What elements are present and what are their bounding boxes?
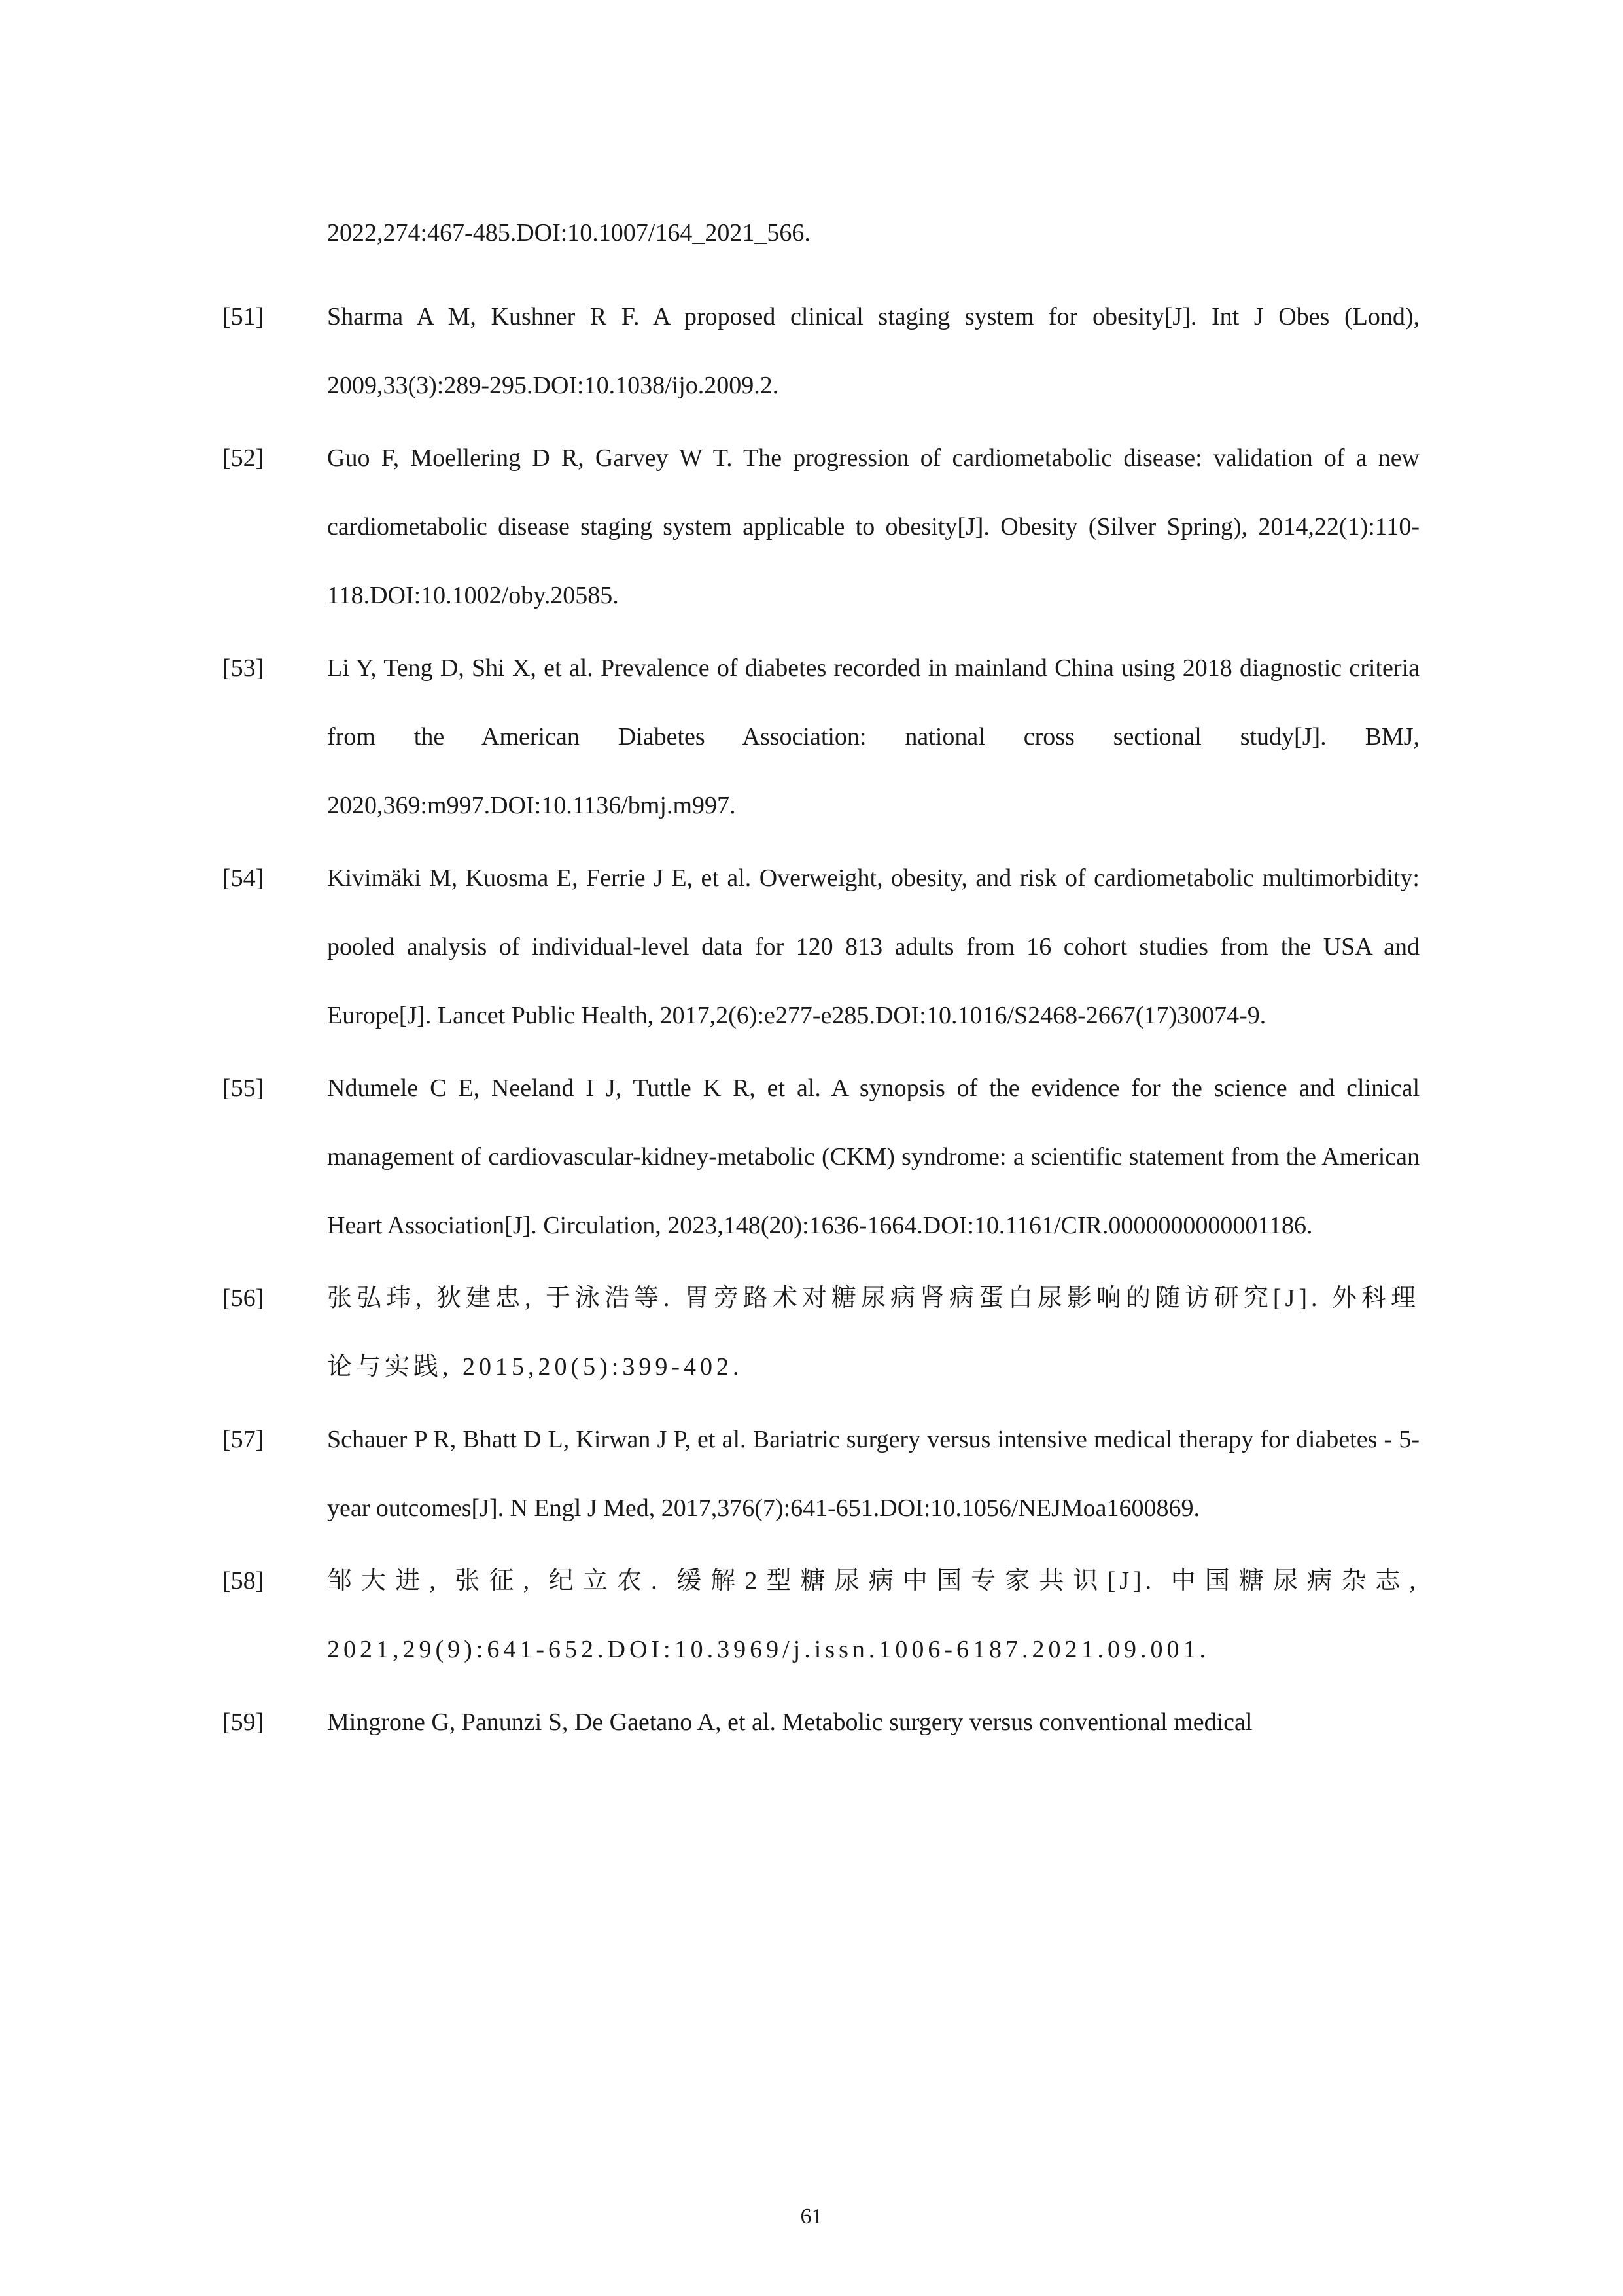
reference-text: Schauer P R, Bhatt D L, Kirwan J P, et al. Bariatric surgery versus intensive medical therapy for diabetes - 5-year outcomes[J]. N Engl J Med, 2017,376(7):641-651.DOI:10.1056/NEJMoa1600869. (327, 1426, 1420, 1522)
reference-item (222, 1405, 1420, 1543)
reference-item (222, 1264, 1420, 1402)
reference-text: 邹大进, 张征, 纪立农. 缓解2型糖尿病中国专家共识[J]. 中国糖尿病杂志, 2021,29(9):641-652.DOI:10.3969/j.issn.1006-6187.2021.09.001. (327, 1567, 1420, 1663)
page-number: 61 (800, 2204, 823, 2229)
reference-item (222, 634, 1420, 840)
reference-number: [51] (222, 303, 264, 330)
reference-item (222, 1688, 1420, 1757)
reference-number: [53] (222, 654, 264, 682)
reference-number: [59] (222, 1708, 264, 1736)
reference-text: 张弘玮, 狄建忠, 于泳浩等. 胃旁路术对糖尿病肾病蛋白尿影响的随访研究[J]. 外科理论与实践, 2015,20(5):399-402. (327, 1284, 1420, 1381)
reference-list (222, 300, 1420, 1778)
reference-item (222, 844, 1420, 1050)
reference-continuation: 2022,274:467-485.DOI:10.1007/164_2021_566. (327, 219, 811, 247)
reference-number: [56] (222, 1284, 264, 1312)
reference-number: [55] (222, 1074, 264, 1102)
reference-item (222, 283, 1420, 420)
reference-text: Guo F, Moellering D R, Garvey W T. The progression of cardiometabolic disease: validation of a new cardiometabolic disease staging system applicable to obesity[J]. Obesity (Silver Spring), 2014,22(1):110-118.DOI:10.1002/oby.20585. (327, 444, 1420, 609)
reference-text: Sharma A M, Kushner R F. A proposed clinical staging system for obesity[J]. Int J Obes (Lond), 2009,33(3):289-295.DOI:10.1038/ijo.2009.2. (327, 303, 1420, 399)
reference-item (222, 1054, 1420, 1260)
reference-text: Ndumele C E, Neeland I J, Tuttle K R, et al. A synopsis of the evidence for the science and clinical management of cardiovascular-kidney-metabolic (CKM) syndrome: a scientific statement from the American Heart Association[J]. Circulation, 2023,148(20):1636-1664.DOI:10.1161/CIR.0000000000001186. (327, 1074, 1420, 1239)
reference-text: Li Y, Teng D, Shi X, et al. Prevalence of diabetes recorded in mainland China using 2018 diagnostic criteria from the American Diabetes Association: national cross sectional study[J]. BMJ, 2020,369:m997.DOI:10.1136/bmj.m997. (327, 654, 1420, 819)
reference-item (222, 1547, 1420, 1684)
reference-text: Kivimäki M, Kuosma E, Ferrie J E, et al. Overweight, obesity, and risk of cardiometabolic multimorbidity: pooled analysis of individual-level data for 120 813 adults from 16 cohort studies from the USA and Europe[J]. Lancet Public Health, 2017,2(6):e277-e285.DOI:10.1016/S2468-2667(17)30074-9. (327, 864, 1420, 1029)
reference-number: [58] (222, 1567, 264, 1595)
reference-number: [57] (222, 1426, 264, 1453)
reference-number: [52] (222, 444, 264, 472)
reference-number: [54] (222, 864, 264, 892)
reference-text: Mingrone G, Panunzi S, De Gaetano A, et al. Metabolic surgery versus conventional medical (327, 1708, 1253, 1736)
reference-item (222, 424, 1420, 630)
